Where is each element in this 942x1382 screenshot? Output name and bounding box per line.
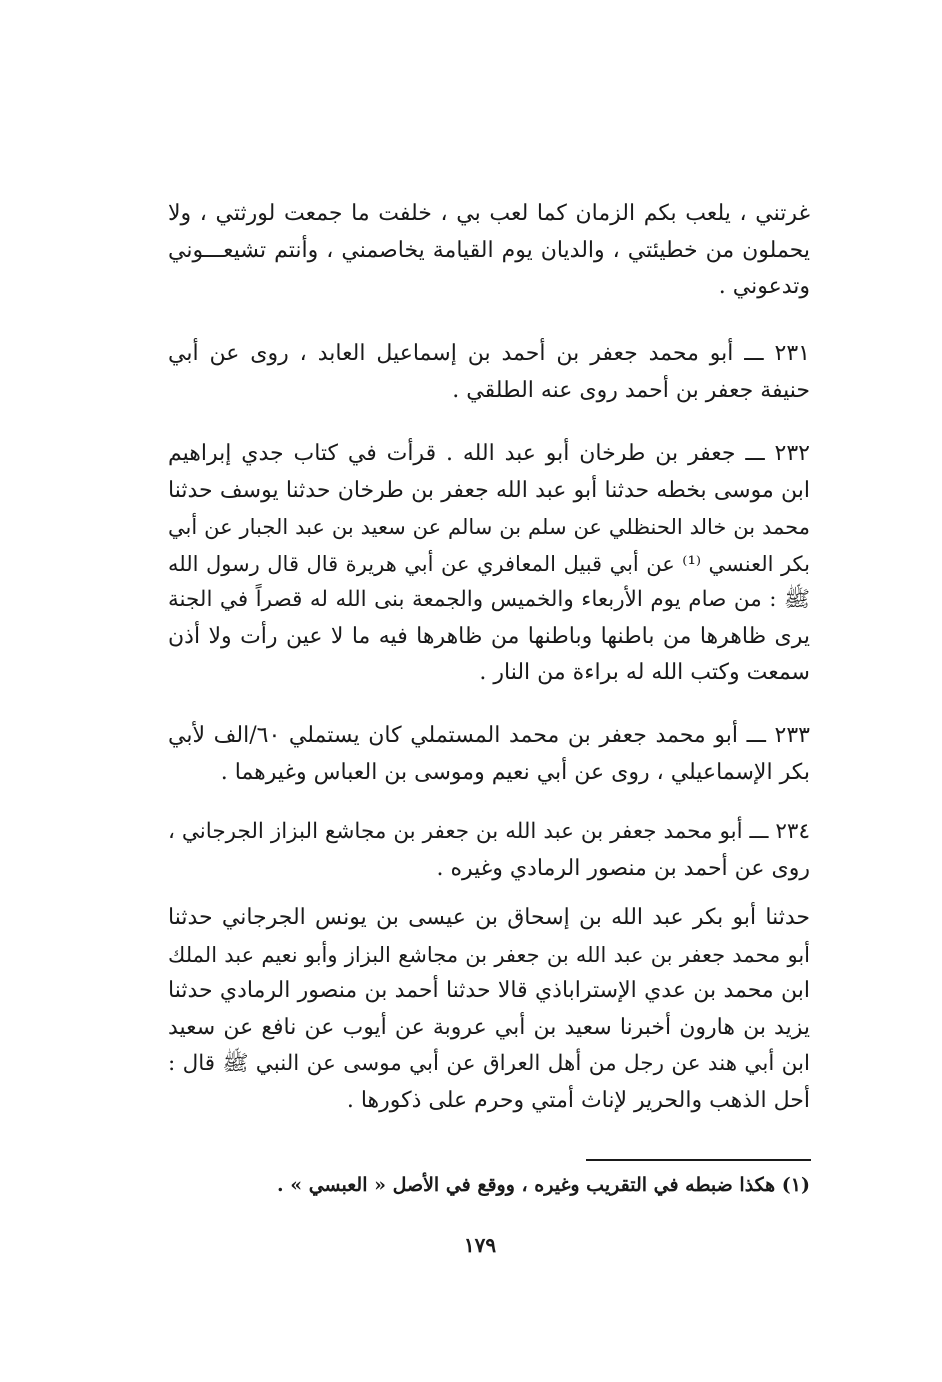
- text-line: ﷺ : من صام يوم الأربعاء والخميس والجمعة بنى الله له قصراً في الجنة: [168, 587, 810, 612]
- text-line: ابن محمد بن عدي الإستراباذي قالا حدثنا أحمد بن منصور الرمادي حدثنا: [168, 978, 810, 1003]
- text-line: وتدعوني .: [718, 274, 810, 299]
- text-line: روى عن أحمد بن منصور الرمادي وغيره .: [436, 855, 810, 881]
- paragraph: [168, 196, 810, 306]
- text-line: حدثنا أبو بكر عبد الله بن إسحاق بن عيسى بن يونس الجرجاني حدثنا: [168, 905, 810, 930]
- text-line: ٢٣٢ ـــ جعفر بن طرخان أبو عبد الله . قرأت في كتاب جدي إبراهيم: [168, 441, 810, 466]
- text-line: غرتني ، يلعب بكم الزمان كما لعب بي ، خلفت ما جمعت لورثتي ، ولا: [168, 201, 810, 226]
- page-number: ١٧٩: [463, 1233, 497, 1257]
- text-line: يحملون من خطيئتي ، والديان يوم القيامة يخاصمني ، وأنتم تشيعـــوني: [168, 237, 810, 263]
- entry-233: [168, 718, 810, 791]
- text-line: ٢٣٣ ـــ أبو محمد جعفر بن محمد المستملي كان يستملي ٦٠/الف لأبي: [168, 723, 810, 748]
- text-line: حنيفة جعفر بن أحمد روى عنه الطلقي .: [452, 377, 810, 403]
- entry-231: [168, 336, 810, 409]
- text-line: يزيد بن هارون أخبرنا سعيد بن أبي عروبة عن أيوب عن نافع عن سعيد: [168, 1014, 810, 1040]
- footnote-divider: [586, 1159, 811, 1161]
- text-line: ابن أبي هند عن رجل من أهل العراق عن أبي موسى عن النبي ﷺ قال :: [168, 1051, 810, 1076]
- text-line: ابن موسى بخطه حدثنا أبو عبد الله جعفر بن طرخان حدثنا يوسف حدثنا: [168, 477, 810, 503]
- text-line: أبو محمد جعفر بن عبد الله بن جعفر بن مجاشع البزاز وأبو نعيم عبد الملك: [168, 942, 810, 967]
- text-line: ٢٣٤ ـــ أبو محمد جعفر بن عبد الله بن جعفر بن مجاشع البزاز الجرجاني ،: [168, 819, 810, 844]
- text-line: محمد بن خالد الحنظلي عن سلم بن سالم عن سعيد بن عبد الجبار عن أبي: [168, 515, 810, 539]
- text-line: ٢٣١ ـــ أبو محمد جعفر بن أحمد بن إسماعيل العابد ، روى عن أبي: [168, 341, 810, 366]
- entry-232: [168, 436, 810, 692]
- entry-234: [168, 814, 810, 887]
- text-line: سمعت وكتب الله له براءة من النار .: [479, 660, 810, 685]
- text-line: يرى ظاهرها من باطنها وباطنها من ظاهرها فيه ما لا عين رأت ولا أذن: [168, 623, 810, 649]
- hadith-paragraph: [168, 900, 810, 1119]
- text-line: أحل الذهب والحرير لإناث أمتي وحرم على ذكورها .: [346, 1087, 810, 1113]
- text-line: بكر الإسماعيلي ، روى عن أبي نعيم وموسى بن العباس وغيرهما .: [220, 759, 810, 785]
- footnote: (١) هكذا ضبطه في التقريب وغيره ، ووقع في الأصل « العبسي » .: [277, 1174, 810, 1196]
- text-line: بكر العنسي ⁽¹⁾ عن أبي قبيل المعافري عن أبي هريرة قال قال رسول الله: [168, 551, 810, 576]
